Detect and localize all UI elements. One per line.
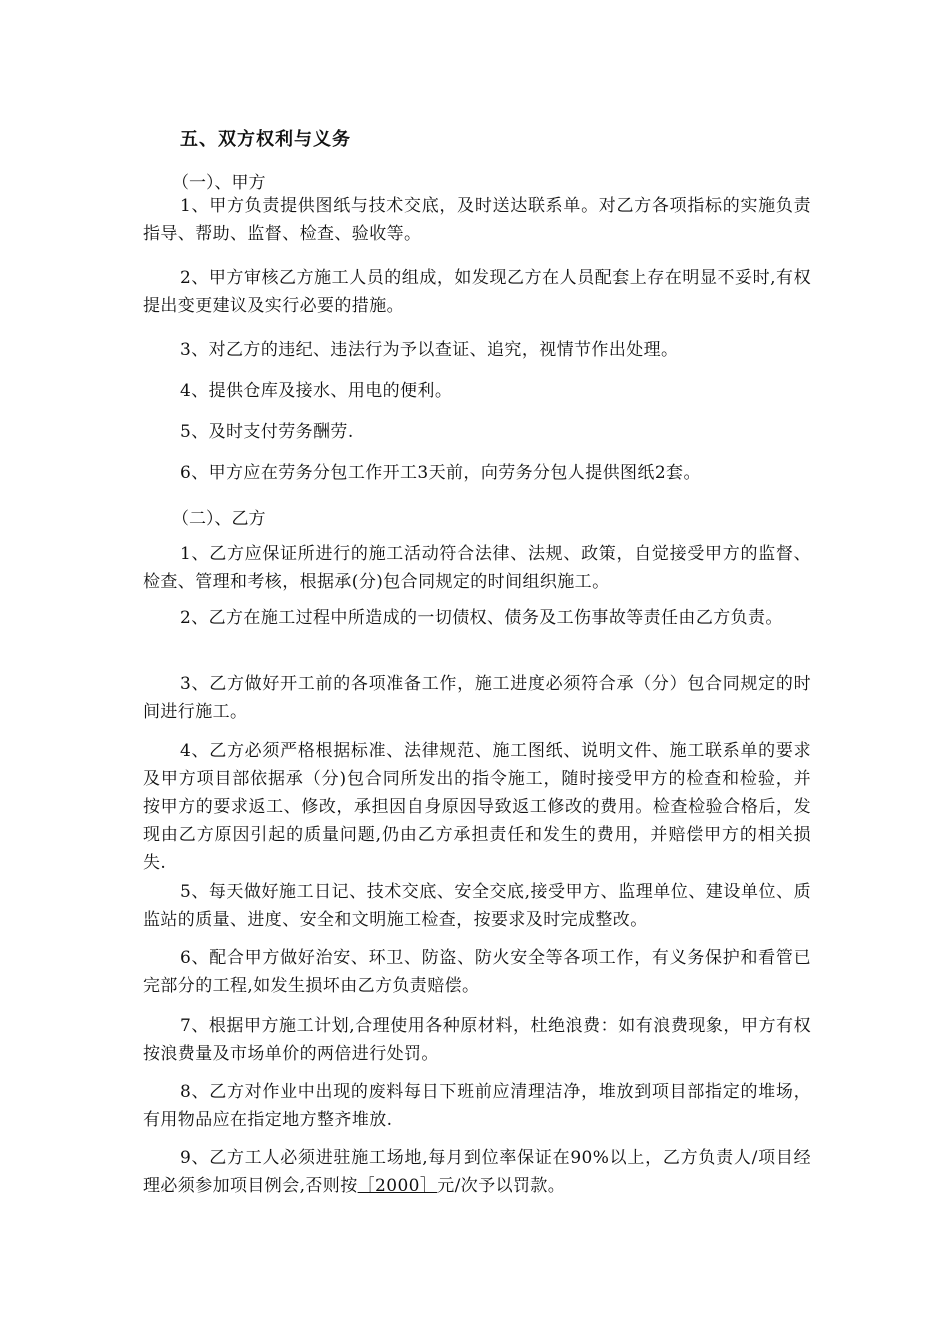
party-b-item-4: 4、乙方必须严格根据标准、法律规范、施工图纸、说明文件、施工联系单的要求及甲方项目部依据承（分)包合同所发出的指令施工，随时接受甲方的检查和检验，并按甲方的要求返工、修改，承担因自身原因导致返工修改的费用。检查检验合格后，发现由乙方原因引起的质量问题,仍由乙方承担责任和发生的费用，并赔偿甲方的相关损失. <box>143 741 811 873</box>
party-a-item-4: 4、提供仓库及接水、用电的便利。 <box>180 381 453 401</box>
party-a-item-2: 2、甲方审核乙方施工人员的组成，如发现乙方在人员配套上存在明显不妥时,有权提出变更建议及实行必要的措施。 <box>143 268 811 316</box>
party-a-item-3: 3、对乙方的违纪、违法行为予以查证、追究，视情节作出处理。 <box>180 340 679 360</box>
party-b-item-2: 2、乙方在施工过程中所造成的一切债权、债务及工伤事故等责任由乙方负责。 <box>180 608 783 628</box>
party-b-item-7: 7、根据甲方施工计划,合理使用各种原材料，杜绝浪费：如有浪费现象，甲方有权按浪费量及市场单价的两倍进行处罚。 <box>143 1016 811 1064</box>
party-a-item-5: 5、及时支付劳务酬劳. <box>180 422 354 442</box>
party-a-item-6: 6、甲方应在劳务分包工作开工3天前，向劳务分包人提供图纸2套。 <box>180 463 701 483</box>
penalty-amount-blank: ［2000］ <box>357 1176 438 1196</box>
item-9-text-before: 9、乙方工人必须进驻施工场地,每月到位率保证在90%以上，乙方负责人/项目经理必须参加项目例会,否则按 <box>143 1148 811 1196</box>
party-a-heading: （一）、甲方 <box>172 173 266 193</box>
item-9-text-after: 元/次予以罚款。 <box>437 1176 566 1196</box>
party-b-item-5: 5、每天做好施工日记、技术交底、安全交底,接受甲方、监理单位、建设单位、质监站的质量、进度、安全和文明施工检查，按要求及时完成整改。 <box>143 882 811 930</box>
party-b-item-8: 8、乙方对作业中出现的废料每日下班前应清理洁净，堆放到项目部指定的堆场，有用物品应在指定地方整齐堆放. <box>143 1082 811 1130</box>
party-a-item-1: 1、甲方负责提供图纸与技术交底，及时送达联系单。对乙方各项指标的实施负责指导、帮助、监督、检查、验收等。 <box>143 196 811 244</box>
party-b-item-1: 1、乙方应保证所进行的施工活动符合法律、法规、政策，自觉接受甲方的监督、检查、管理和考核，根据承(分)包合同规定的时间组织施工。 <box>143 544 811 592</box>
party-b-heading: （二）、乙方 <box>172 509 266 529</box>
party-b-item-9 <box>143 1144 811 1200</box>
section-title: 五、双方权利与义务 <box>180 129 351 150</box>
party-b-item-6: 6、配合甲方做好治安、环卫、防盗、防火安全等各项工作，有义务保护和看管已完部分的工程,如发生损坏由乙方负责赔偿。 <box>143 948 811 996</box>
party-b-item-3: 3、乙方做好开工前的各项准备工作，施工进度必须符合承（分）包合同规定的时间进行施工。 <box>143 674 811 722</box>
